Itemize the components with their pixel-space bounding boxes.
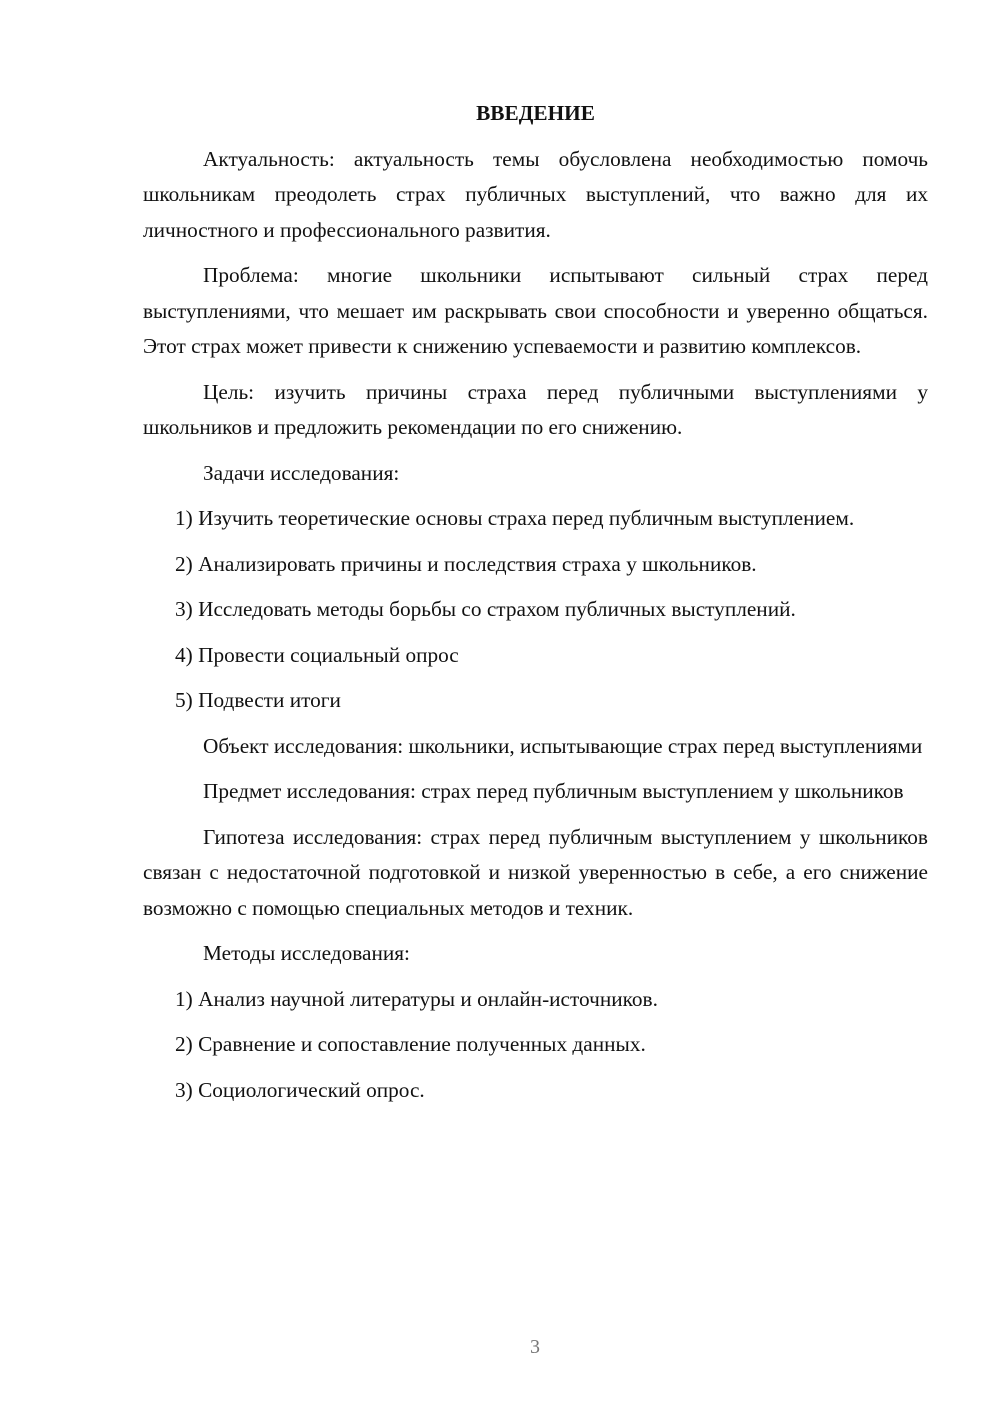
page-number: 3 xyxy=(530,1336,540,1358)
relevance-paragraph: Актуальность: актуальность темы обусловлена необходимостью помочь школьникам преодолеть страх публичных выступлений, что важно для их личностного и профессионального развития. xyxy=(143,146,928,242)
method-item: 1) Анализ научной литературы и онлайн-источников. xyxy=(175,986,658,1011)
page-title: ВВЕДЕНИЕ xyxy=(476,101,595,125)
hypothesis-paragraph: Гипотеза исследования: страх перед публичным выступлением у школьников связан с недостаточной подготовкой и низкой уверенностью в себе, а его снижение возможно с помощью специальных методов и техник. xyxy=(143,824,928,920)
task-item: 1) Изучить теоретические основы страха перед публичным выступлением. xyxy=(175,506,855,530)
task-item: 2) Анализировать причины и последствия страха у школьников. xyxy=(175,551,757,576)
task-item: 5) Подвести итоги xyxy=(175,688,341,712)
method-item: 2) Сравнение и сопоставление полученных данных. xyxy=(175,1032,646,1056)
subject-paragraph: Предмет исследования: страх перед публичным выступлением у школьников xyxy=(203,779,904,803)
task-item: 3) Исследовать методы борьбы со страхом публичных выступлений. xyxy=(175,597,796,621)
tasks-heading: Задачи исследования: xyxy=(203,460,400,485)
method-item: 3) Социологический опрос. xyxy=(175,1077,425,1102)
methods-heading: Методы исследования: xyxy=(203,941,410,965)
task-item: 4) Провести социальный опрос xyxy=(175,642,459,667)
goal-paragraph: Цель: изучить причины страха перед публичными выступлениями у школьников и предложить рекомендации по его снижению. xyxy=(143,379,928,439)
problem-paragraph: Проблема: многие школьники испытывают сильный страх перед выступлениями, что мешает им раскрывать свои способности и уверенно общаться. Этот страх может привести к снижению успеваемости и развитию комплексов. xyxy=(143,263,928,358)
object-paragraph: Объект исследования: школьники, испытывающие страх перед выступлениями xyxy=(203,733,923,758)
page-content xyxy=(143,96,928,1118)
